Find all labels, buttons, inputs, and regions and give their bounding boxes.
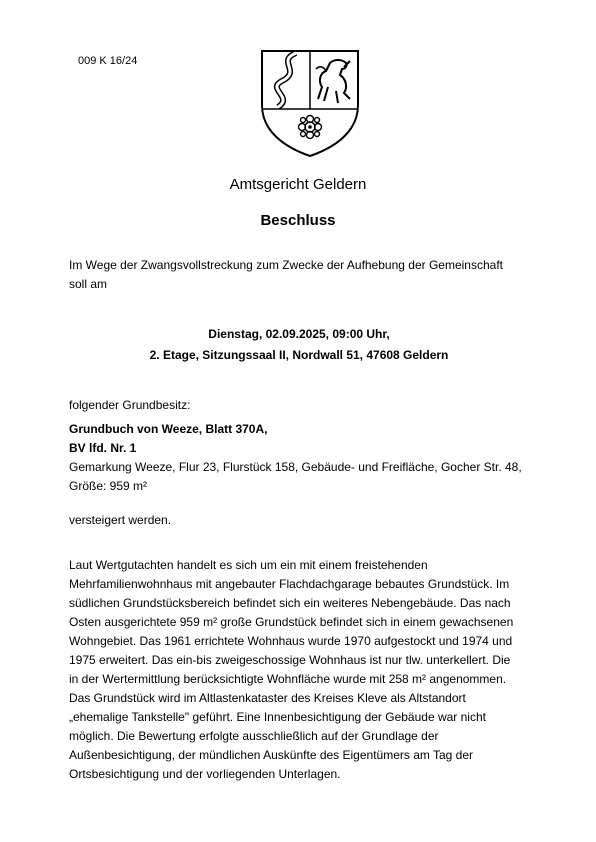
auction-appointment bbox=[69, 324, 529, 365]
property-description bbox=[69, 420, 529, 496]
appraisal-line: südlichen Grundstücksbereich befindet sich ein weiteres Nebengebäude. Das nach bbox=[69, 596, 511, 610]
case-number: 009 K 16/24 bbox=[78, 55, 138, 67]
auction-date-time: Dienstag, 02.09.2025, 09:00 Uhr, bbox=[208, 327, 390, 341]
auction-statement: versteigert werden. bbox=[69, 513, 172, 527]
appraisal-line: 1975 erweitert. Das ein-bis zweigeschossige Wohnhaus ist nur tlw. unterkellert. Die bbox=[69, 653, 511, 667]
appraisal-line: Ortsbesichtigung und der vorliegenden Unterlagen. bbox=[69, 767, 341, 781]
document-type-heading: Beschluss bbox=[260, 212, 336, 229]
appraisal-line: möglich. Die Bewertung erfolgte ausschließlich auf der Grundlage der bbox=[69, 729, 439, 743]
appraisal-line: Das Grundstück wird im Altlastenkataster des Kreises Kleve als Altstandort bbox=[69, 691, 466, 705]
property-size: Größe: 959 m² bbox=[69, 479, 148, 493]
court-name: Amtsgericht Geldern bbox=[229, 176, 367, 193]
appraisal-paragraph bbox=[69, 556, 529, 784]
land-register-entry: Grundbuch von Weeze, Blatt 370A, bbox=[69, 422, 268, 436]
appraisal-line: Wohngebiet. Das 1961 errichtete Wohnhaus wurde 1970 aufgestockt und 1974 und bbox=[69, 634, 513, 648]
intro-paragraph bbox=[69, 256, 529, 294]
cadastral-description: Gemarkung Weeze, Flur 23, Flurstück 158, Gebäude- und Freifläche, Gocher Str. 48, bbox=[69, 460, 522, 474]
appraisal-line: „ehemalige Tankstelle" geführt. Eine Innenbesichtigung der Gebäude war nicht bbox=[69, 710, 486, 724]
appraisal-line: in der Wertermittlung berücksichtigte Wohnfläche wurde mit 258 m² angenommen. bbox=[69, 672, 507, 686]
intro-line-2: soll am bbox=[69, 277, 108, 291]
appraisal-line: Mehrfamilienwohnhaus mit angebauter Flachdachgarage bebautes Grundstück. Im bbox=[69, 577, 510, 591]
intro-line-1: Im Wege der Zwangsvollstreckung zum Zwecke der Aufhebung der Gemeinschaft bbox=[69, 258, 503, 272]
auction-location: 2. Etage, Sitzungssaal II, Nordwall 51, 47608 Geldern bbox=[149, 347, 449, 362]
inventory-number: BV lfd. Nr. 1 bbox=[69, 441, 137, 455]
appraisal-line: Außenbesichtigung, der mündlichen Auskünfte des Eigentümers am Tag der bbox=[69, 748, 474, 762]
property-label: folgender Grundbesitz: bbox=[69, 398, 191, 412]
appraisal-line: Osten ausgerichtete 959 m² große Grundstück befindet sich in einem gewachsenen bbox=[69, 615, 514, 629]
nrw-coat-of-arms-icon bbox=[258, 47, 362, 159]
appraisal-line: Laut Wertgutachten handelt es sich um ein mit einem freistehenden bbox=[69, 558, 428, 572]
